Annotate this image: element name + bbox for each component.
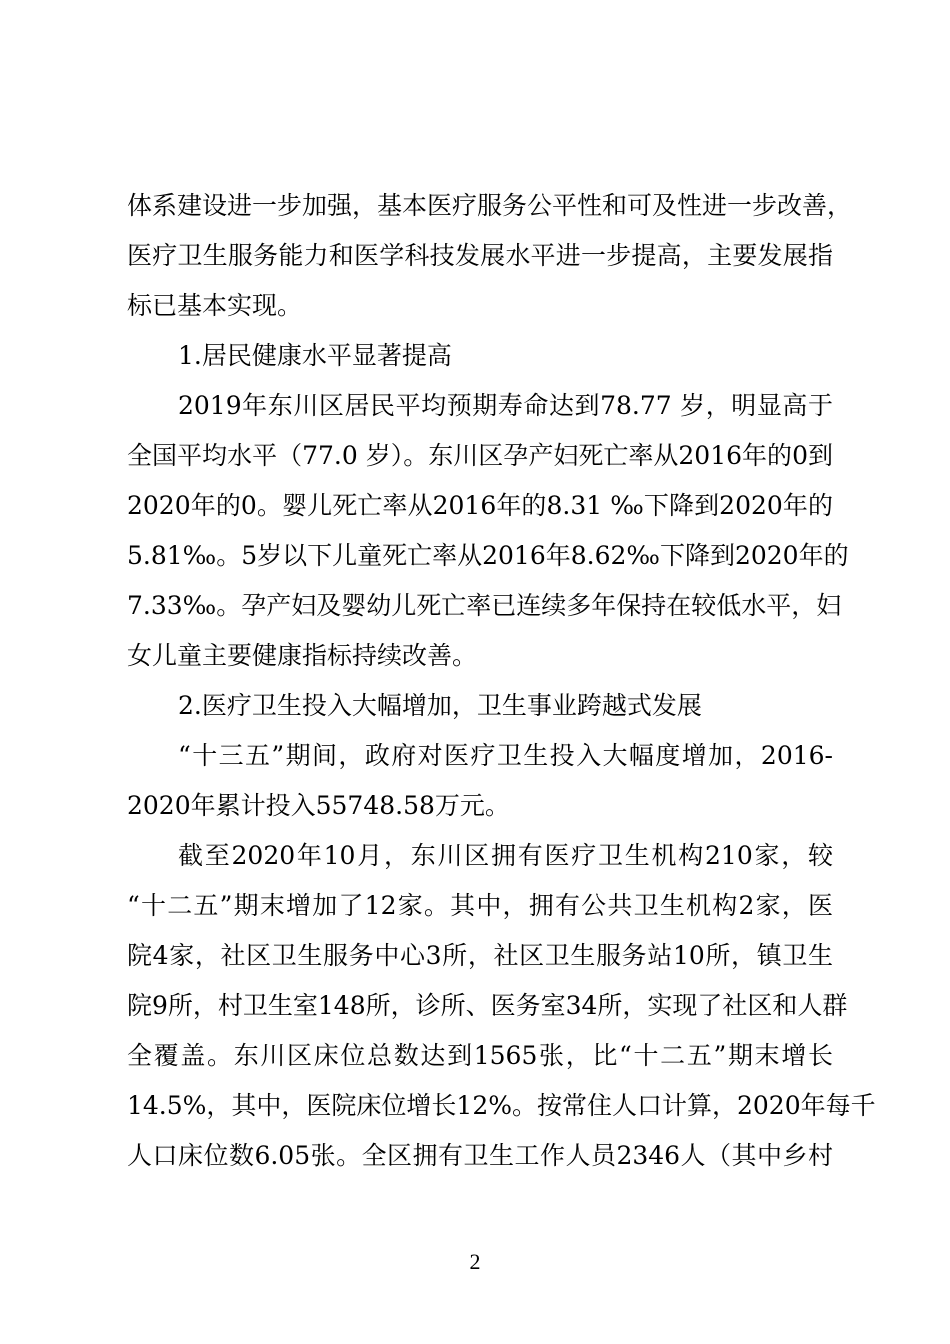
body-text-line: 体系建设进一步加强，基本医疗服务公平性和可及性进一步改善， [127, 191, 853, 220]
body-text-line: 院9所，村卫生室148所，诊所、医务室34所，实现了社区和人群 [127, 991, 848, 1020]
body-text-line: 全覆盖。东川区床位总数达到1565张，比“十二五”期末增长 [127, 1041, 833, 1070]
body-text-line: 5.81‰。5岁以下儿童死亡率从2016年8.62‰下降到2020年的 [127, 541, 849, 570]
page-number: 2 [469, 1249, 481, 1274]
section-heading-1: 1.居民健康水平显著提高 [178, 341, 452, 370]
body-text-line: 14.5%，其中，医院床位增长12%。按常住人口计算，2020年每千 [127, 1091, 876, 1120]
section-heading-2: 2.医疗卫生投入大幅增加，卫生事业跨越式发展 [178, 691, 702, 720]
body-text-line: 全国平均水平（77.0 岁）。东川区孕产妇死亡率从2016年的0到 [127, 441, 833, 470]
body-text-line: 医疗卫生服务能力和医学科技发展水平进一步提高，主要发展指 [127, 241, 833, 270]
body-text-line: 2019年东川区居民平均预期寿命达到78.77 岁，明显高于 [178, 391, 833, 420]
body-text-line: “十二五”期末增加了12家。其中，拥有公共卫生机构2家，医 [127, 891, 833, 920]
body-text-line: 院4家，社区卫生服务中心3所，社区卫生服务站10所，镇卫生 [127, 941, 833, 970]
body-text-line: 2020年的0。婴儿死亡率从2016年的8.31 ‰下降到2020年的 [127, 491, 833, 520]
body-text-line: 人口床位数6.05张。全区拥有卫生工作人员2346人（其中乡村 [127, 1141, 833, 1170]
body-text-line: “十三五”期间，政府对医疗卫生投入大幅度增加，2016- [178, 741, 833, 770]
body-text-line: 2020年累计投入55748.58万元。 [127, 791, 510, 820]
body-text-line: 7.33‰。孕产妇及婴幼儿死亡率已连续多年保持在较低水平，妇 [127, 591, 842, 620]
body-text-line: 标已基本实现。 [127, 291, 303, 320]
body-text-line: 截至2020年10月，东川区拥有医疗卫生机构210家，较 [178, 841, 833, 870]
body-text-line: 女儿童主要健康指标持续改善。 [127, 641, 478, 670]
